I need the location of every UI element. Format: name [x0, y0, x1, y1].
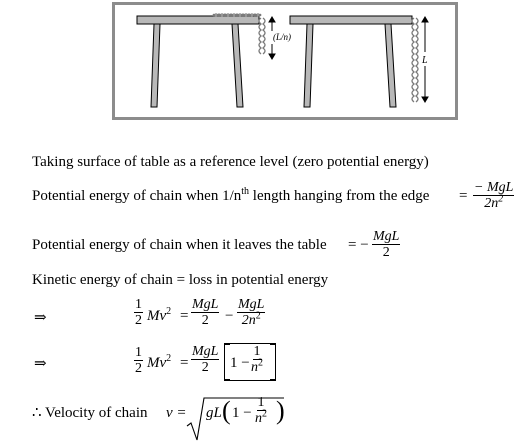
- left-length-label: (L/n): [273, 32, 291, 42]
- pe-leave-equals: = −: [348, 237, 369, 253]
- velocity-prefix: ∴ Velocity of chain: [32, 405, 148, 421]
- right-paren: ): [276, 396, 285, 425]
- equals-1: =: [180, 308, 189, 324]
- reference-level-text: Taking surface of table as a reference level (zero potential energy): [32, 154, 429, 170]
- mv2-2: Mv$^2$: [147, 353, 172, 371]
- half-fraction-2: $\frac{1}{2}$: [135, 345, 142, 376]
- half-fraction-1: $\frac{1}{2}$: [135, 297, 142, 328]
- tables-diagram: [112, 2, 458, 120]
- one-minus-3: 1 −: [232, 405, 252, 421]
- left-table: [137, 16, 259, 107]
- pe-hanging-text: Potential energy of chain when $1/n^{th}$ length hanging from the edge: [32, 186, 430, 204]
- implies-symbol-1: ⇒: [34, 310, 47, 326]
- mgl-over-2-fraction-1: MgL 2: [192, 297, 219, 328]
- one-minus-2: 1 −: [230, 355, 250, 371]
- pe-leave-fraction: MgL 2: [373, 229, 400, 260]
- left-paren: (: [222, 396, 231, 425]
- minus-1: −: [225, 308, 234, 324]
- equals-2: =: [180, 355, 189, 371]
- one-over-n2-fraction-2: $\frac{1}{n^2}$: [255, 395, 267, 426]
- ke-text: Kinetic energy of chain = loss in potential energy: [32, 272, 329, 288]
- right-chain: [412, 18, 418, 102]
- implies-symbol-2: ⇒: [34, 356, 47, 372]
- mgl-over-2-fraction-2: MgL 2: [192, 344, 219, 375]
- pe-hanging-equals: =: [459, 188, 468, 204]
- one-over-n2-fraction-1: $\frac{1}{n^2}$: [251, 344, 263, 375]
- right-length-label: L: [422, 55, 428, 66]
- gl-term: gL: [206, 405, 222, 421]
- figure-frame: [112, 2, 458, 120]
- pe-hanging-fraction: − MgL $2n^2$: [474, 180, 514, 211]
- mgl-over-2n2-fraction: MgL $2n^2$: [238, 297, 265, 328]
- right-table: [290, 16, 412, 107]
- mv2-1: Mv$^2$: [147, 306, 172, 324]
- v-equals: v =: [166, 405, 187, 421]
- pe-leave-text: Potential energy of chain when it leaves the table: [32, 237, 327, 253]
